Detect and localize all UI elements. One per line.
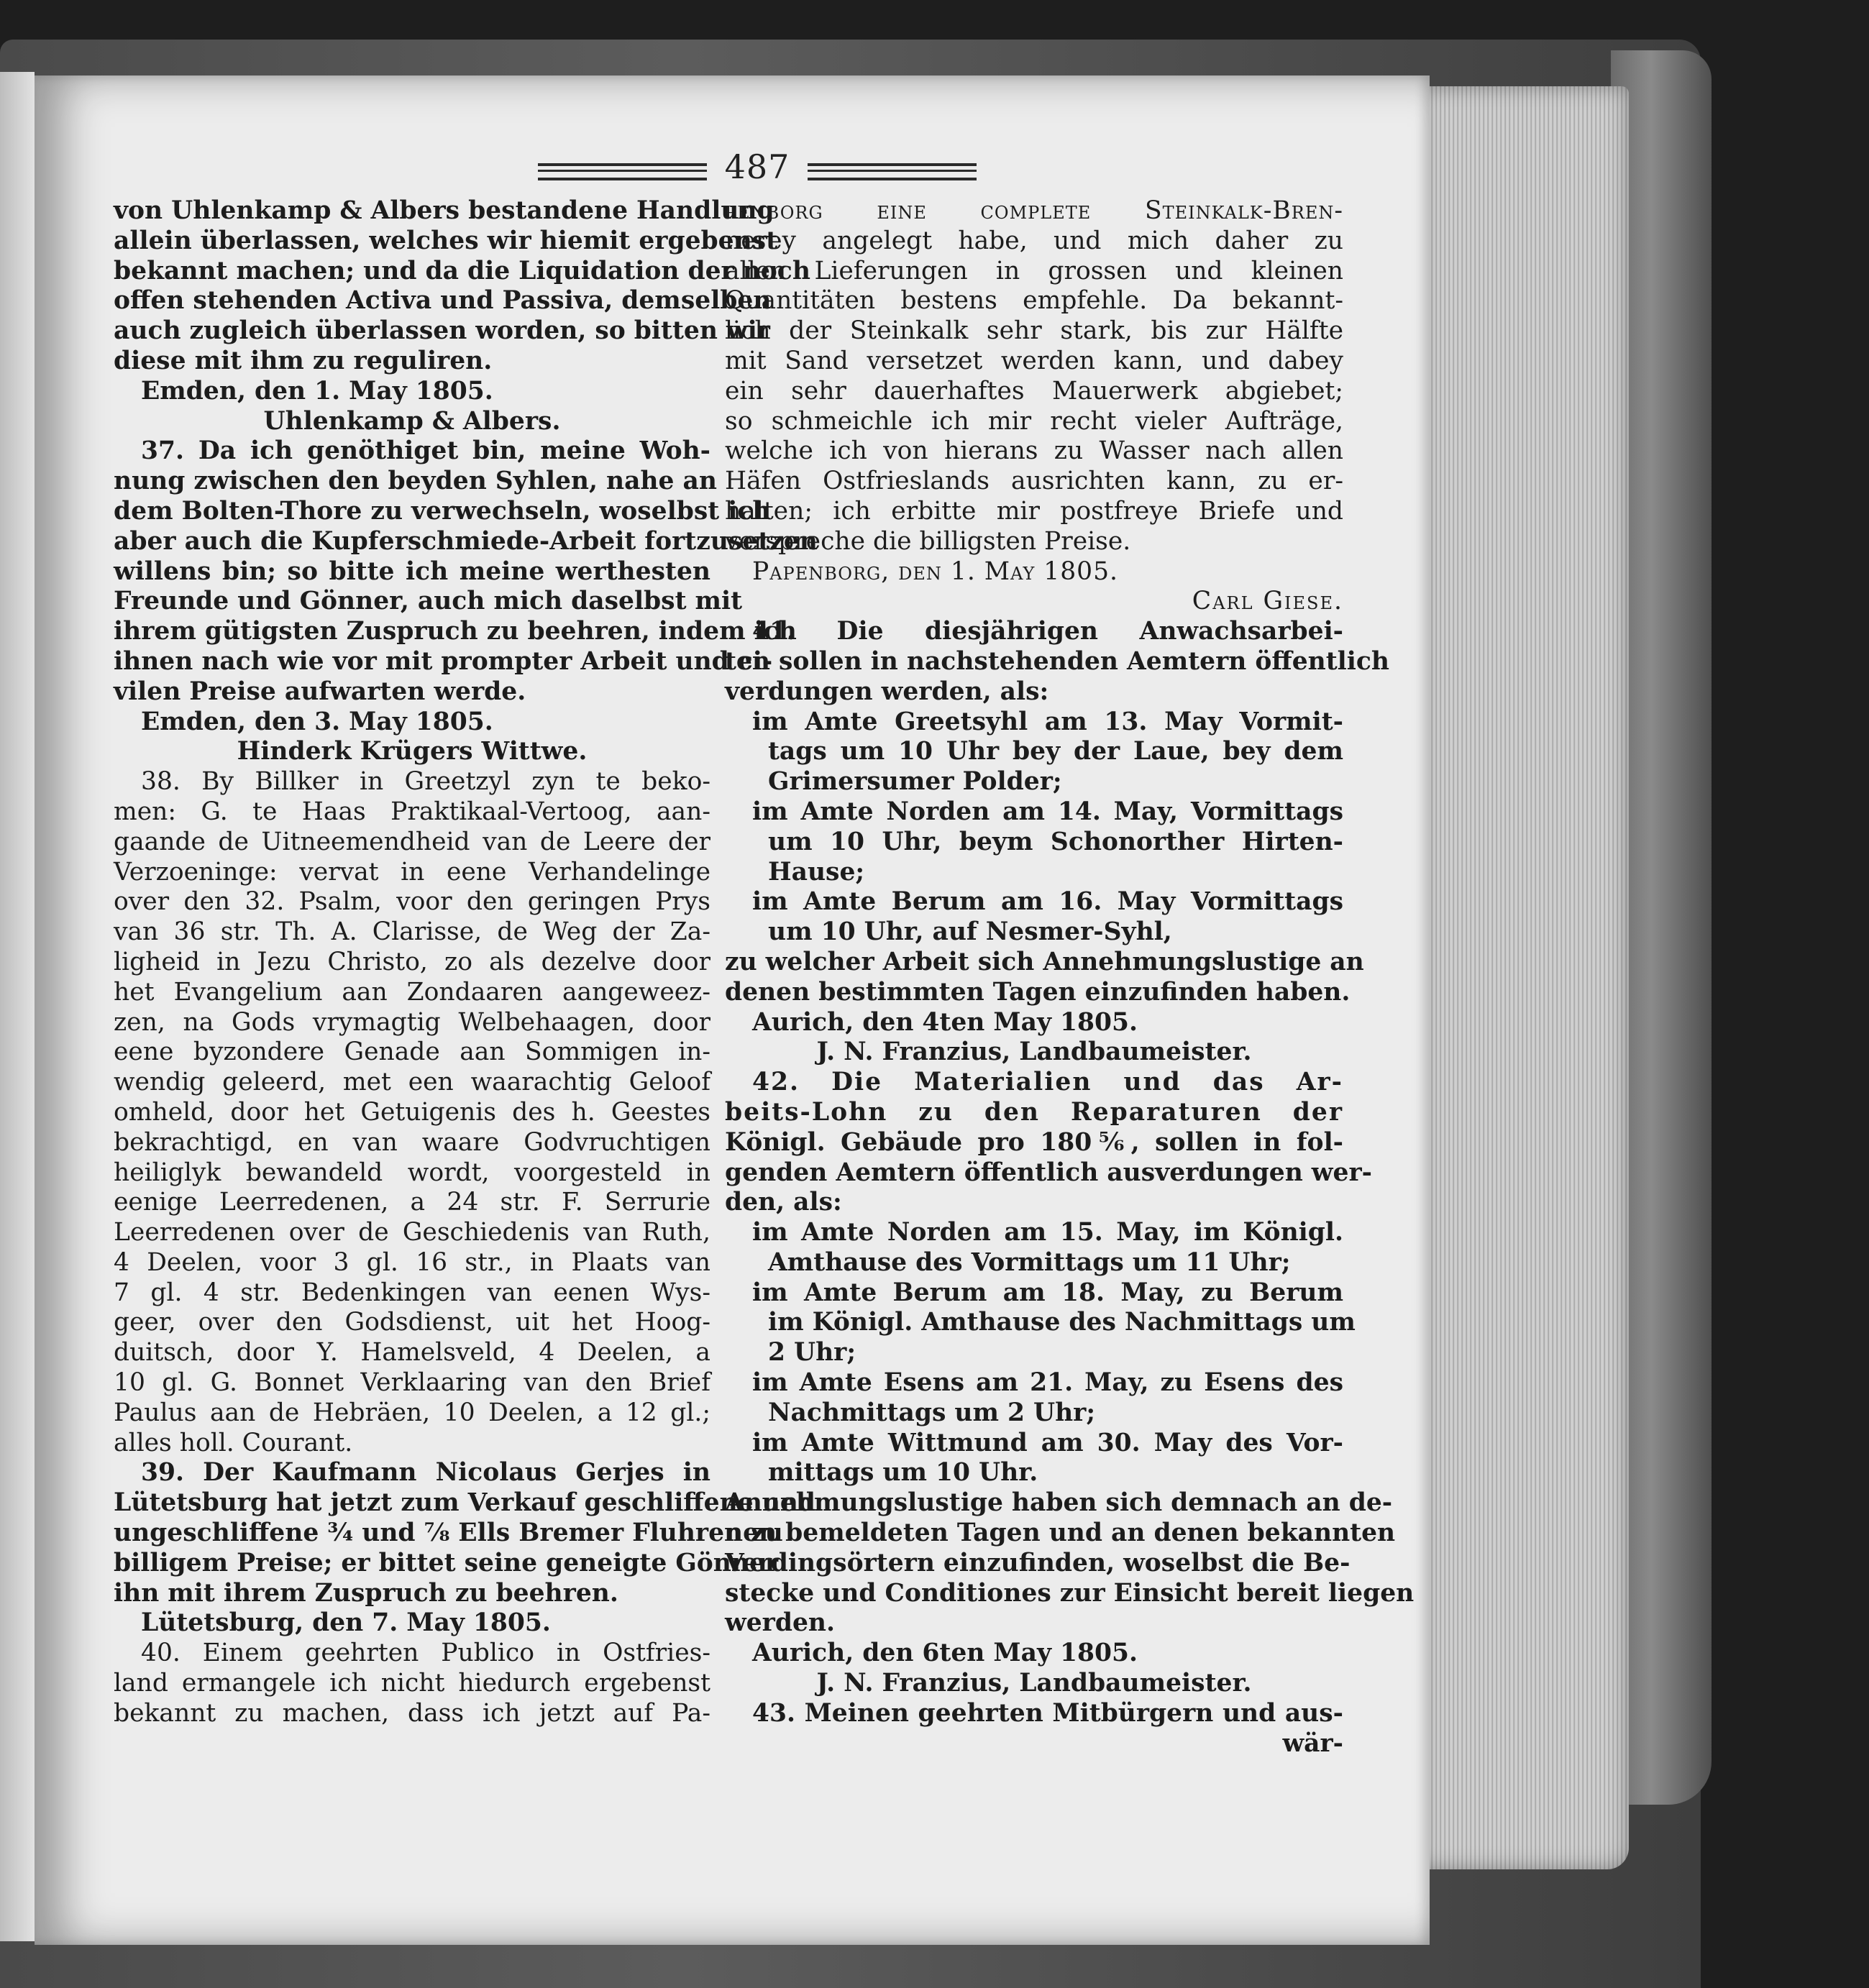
- signature: Hinderk Krügers Wittwe.: [237, 737, 588, 766]
- page-fore-edge: [1420, 86, 1629, 1869]
- text-line: ungeschliffene ¾ und ⅞ Ells Bremer Fluhren zu: [114, 1519, 783, 1548]
- text-line: ein sehr dauerhaftes Mauerwerk abgiebet;: [725, 376, 1343, 406]
- text-line: 4 Deelen, voor 3 gl. 16 str., in Plaats van: [114, 1247, 710, 1277]
- text-line: im Amte Wittmund am 30. May des Vor-: [752, 1428, 1343, 1457]
- text-line: im Amte Norden am 14. May, Vormittags: [752, 797, 1343, 826]
- dateline: Aurich, den 4ten May 1805.: [752, 1007, 1138, 1037]
- text-line: verdungen werden, als:: [725, 677, 1049, 706]
- text-line: ihnen nach wie vor mit prompter Arbeit und ci-: [114, 646, 773, 676]
- text-line: van 36 str. Th. A. Clarisse, de Weg der Za-: [114, 917, 710, 947]
- text-line: mittags um 10 Uhr.: [768, 1458, 1038, 1488]
- text-line: penborg eine complete Steinkalk-Bren-: [725, 196, 1343, 225]
- right-column: [725, 196, 1415, 1759]
- text-line: werden.: [725, 1608, 835, 1638]
- text-line: Paulus aan de Hebräen, 10 Deelen, a 12 gl.;: [114, 1398, 710, 1427]
- text-line: bekannt zu machen, dass ich jetzt auf Pa-: [114, 1698, 710, 1728]
- dateline: Lütetsburg, den 7. May 1805.: [141, 1608, 551, 1638]
- notice-41-start: 41. Die diesjährigen Anwachsarbei-: [752, 617, 1343, 646]
- text-line: auch zugleich überlassen worden, so bitten wir: [114, 316, 770, 346]
- text-line: mit Sand versetzet werden kann, und dabey: [725, 346, 1343, 375]
- text-line: Hause;: [768, 857, 865, 887]
- text-line: ihn mit ihrem Zuspruch zu beehren.: [114, 1578, 618, 1608]
- text-line: allein überlassen, welches wir hiemit ergebenst: [114, 226, 778, 255]
- text-line: heiliglyk bewandeld wordt, voorgesteld in: [114, 1158, 710, 1187]
- text-line: den, als:: [725, 1188, 842, 1217]
- printed-page: [35, 75, 1430, 1945]
- text-line: ligheid in Jezu Christo, zo als dezelve door: [114, 947, 710, 976]
- text-line: allen Lieferungen in grossen und kleinen: [725, 256, 1343, 285]
- text-line: dem Bolten-Thore zu verwechseln, woselbst ich: [114, 496, 771, 526]
- text-line: over den 32. Psalm, voor den geringen Prys: [114, 887, 710, 917]
- text-line: zen, na Gods vrymagtig Welbehaagen, door: [114, 1007, 710, 1037]
- text-line: omheld, door het Getuigenis des h. Geestes: [114, 1097, 710, 1127]
- text-line: um 10 Uhr, auf Nesmer-Syhl,: [768, 917, 1172, 947]
- signature: Uhlenkamp & Albers.: [263, 406, 561, 436]
- text-line: Annehmungslustige haben sich demnach an de-: [725, 1488, 1393, 1518]
- text-line: geer, over den Godsdienst, uit het Hoog-: [114, 1308, 710, 1337]
- text-line: zu welcher Arbeit sich Annehmungslustige an: [725, 947, 1364, 976]
- catchword: wär-: [1282, 1728, 1343, 1758]
- text-line: ihrem gütigsten Zuspruch zu beehren, indem ich: [114, 617, 797, 646]
- text-line: Freunde und Gönner, auch mich daselbst mit: [114, 587, 743, 616]
- text-line: von Uhlenkamp & Albers bestandene Handlung: [114, 196, 774, 225]
- page-number: 487: [724, 147, 790, 186]
- text-line: 7 gl. 4 str. Bedenkingen van eenen Wys-: [114, 1278, 710, 1307]
- text-line: het Evangelium aan Zondaaren aangeweez-: [114, 977, 710, 1007]
- text-line: im Amte Berum am 18. May, zu Berum: [752, 1278, 1343, 1307]
- text-line: Königl. Gebäude pro 180⅚, sollen in fol-: [725, 1127, 1343, 1157]
- text-line: wendig geleerd, met een waarachtig Geloof: [114, 1068, 710, 1097]
- text-line: men: G. te Haas Praktikaal-Vertoog, aan-: [114, 797, 710, 826]
- notice-38-start: 38. By Billker in Greetzyl zyn te beko-: [141, 767, 710, 797]
- dateline: Emden, den 3. May 1805.: [141, 707, 493, 736]
- text-line: Verdingsörtern einzufinden, woselbst die Be-: [725, 1548, 1351, 1577]
- text-line: Lütetsburg hat jetzt zum Verkauf geschliffene und: [114, 1488, 815, 1518]
- text-line: alles holl. Courant.: [114, 1428, 353, 1457]
- text-line: Verzoeninge: vervat in eene Verhandelinge: [114, 857, 710, 887]
- text-line: denen bestimmten Tagen einzufinden haben.: [725, 977, 1351, 1007]
- text-line: im Königl. Amthause des Nachmittags um: [768, 1308, 1356, 1337]
- notice-37-start: 37. Da ich genöthiget bin, meine Woh-: [141, 436, 710, 466]
- text-line: Grimersumer Polder;: [768, 767, 1062, 797]
- text-line: im Amte Esens am 21. May, zu Esens des: [752, 1368, 1343, 1398]
- text-line: bekannt machen; und da die Liquidation der noch: [114, 256, 810, 285]
- text-line: Leerredenen over de Geschiedenis van Ruth,: [114, 1218, 710, 1247]
- text-line: land ermangele ich nicht hiedurch ergebenst: [114, 1669, 710, 1698]
- dateline: Aurich, den 6ten May 1805.: [752, 1639, 1138, 1668]
- text-line: 10 gl. G. Bonnet Verklaaring van den Brief: [114, 1368, 710, 1398]
- text-line: eenige Leerredenen, a 24 str. F. Serrurie: [114, 1188, 710, 1217]
- text-line: tags um 10 Uhr bey der Laue, bey dem: [768, 737, 1343, 766]
- notice-39-start: 39. Der Kaufmann Nicolaus Gerjes in: [141, 1458, 710, 1488]
- text-line: billigem Preise; er bittet seine geneigte Gönner: [114, 1548, 779, 1577]
- text-line: vilen Preise aufwarten werde.: [114, 677, 526, 706]
- text-line: im Amte Greetsyhl am 13. May Vormit-: [752, 707, 1343, 736]
- text-line: nen bemeldeten Tagen und an denen bekannten: [725, 1519, 1396, 1548]
- text-line: genden Aemtern öffentlich ausverdungen wer-: [725, 1158, 1372, 1187]
- text-line: Nachmittags um 2 Uhr;: [768, 1398, 1096, 1427]
- text-line: 2 Uhr;: [768, 1338, 856, 1368]
- text-line: beits-Lohn zu den Reparaturen der: [725, 1097, 1343, 1127]
- text-line: Amthause des Vormittags um 11 Uhr;: [768, 1247, 1291, 1277]
- text-line: so schmeichle ich mir recht vieler Aufträge,: [725, 406, 1343, 436]
- text-line: eene byzondere Genade aan Sommigen in-: [114, 1037, 710, 1067]
- header-rule-right: [808, 163, 977, 180]
- text-line: stecke und Conditiones zur Einsicht bereit liegen: [725, 1578, 1415, 1608]
- text-line: aber auch die Kupferschmiede-Arbeit fortzusetzen: [114, 526, 818, 556]
- text-line: halten; ich erbitte mir postfreye Briefe und: [725, 496, 1343, 526]
- page-header: [538, 147, 977, 191]
- text-line: bekrachtigd, en van waare Godvruchtigen: [114, 1127, 710, 1157]
- signature: J. N. Franzius, Landbaumeister.: [816, 1669, 1252, 1698]
- text-line: im Amte Norden am 15. May, im Königl.: [752, 1218, 1343, 1247]
- text-line: im Amte Berum am 16. May Vormittags: [752, 887, 1343, 917]
- text-line: nerey angelegt habe, und mich daher zu: [725, 226, 1343, 255]
- text-line: offen stehenden Activa und Passiva, demselben: [114, 286, 772, 316]
- text-line: Häfen Ostfrieslands ausrichten kann, zu er-: [725, 467, 1343, 496]
- text-line: um 10 Uhr, beym Schonorther Hirten-: [768, 827, 1343, 856]
- text-line: ten sollen in nachstehenden Aemtern öffentlich: [725, 646, 1389, 676]
- text-line: gaande de Uitneemendheid van de Leere der: [114, 827, 710, 856]
- text-line: nung zwischen den beyden Syhlen, nahe an: [114, 467, 717, 496]
- notice-43-start: 43. Meinen geehrten Mitbürgern und aus-: [752, 1698, 1343, 1728]
- dateline: Papenborg, den 1. May 1805.: [752, 556, 1119, 586]
- notice-42-start: 42. Die Materialien und das Ar-: [752, 1068, 1343, 1097]
- text-line: duitsch, door Y. Hamelsveld, 4 Deelen, a: [114, 1338, 710, 1368]
- signature: J. N. Franzius, Landbaumeister.: [816, 1037, 1252, 1067]
- text-line: diese mit ihm zu reguliren.: [114, 346, 493, 375]
- signature: Carl Giese.: [1192, 587, 1343, 616]
- text-line: verspreche die billigsten Preise.: [725, 526, 1131, 556]
- dateline: Emden, den 1. May 1805.: [141, 376, 493, 406]
- text-line: lich der Steinkalk sehr stark, bis zur Hälfte: [725, 316, 1343, 346]
- left-page-edge: [0, 72, 35, 1941]
- notice-40-start: 40. Einem geehrten Publico in Ostfries-: [141, 1639, 710, 1668]
- text-line: willens bin; so bitte ich meine werthesten: [114, 556, 710, 586]
- text-line: welche ich von hierans zu Wasser nach allen: [725, 436, 1343, 466]
- text-line: Quantitäten bestens empfehle. Da bekannt-: [725, 286, 1343, 316]
